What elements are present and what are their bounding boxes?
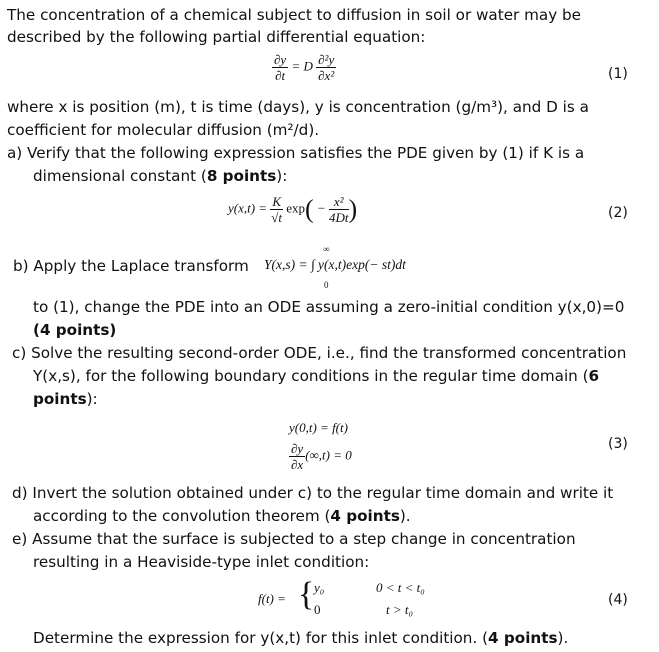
eq4-case-2-condition: t > t₀: [386, 602, 414, 617]
part-c-line-3: [33, 389, 98, 409]
laplace-transform: Y(x,s) = ∫ y(x,t)exp(− st)dt: [264, 257, 406, 272]
final-points: 4 points: [488, 629, 558, 647]
part-b-line-1: b) Apply the Laplace transform: [13, 257, 249, 275]
where-line-1: where x is position (m), t is time (days), y is concentration (g/m³), and D is a: [7, 98, 589, 116]
where-line-2: coefficient for molecular diffusion (m²/d).: [7, 121, 320, 139]
equation-number-4: (4): [608, 592, 628, 608]
part-a-end: ):: [276, 167, 288, 185]
part-c-points-label: points: [33, 390, 87, 408]
eq1-rhs-numerator: ∂²y: [318, 52, 335, 67]
part-a-text: dimensional constant (: [33, 167, 207, 185]
bc2-value: (∞,t) = 0: [305, 447, 352, 463]
part-b-line-2: to (1), change the PDE into an ODE assuming a zero-initial condition y(x,0)=0: [33, 298, 625, 316]
integral-lower-limit: 0: [324, 280, 329, 290]
bc2-denominator: ∂x: [291, 457, 304, 472]
part-d-line-2: [33, 506, 411, 526]
eq4-case-2-value: 0: [314, 602, 321, 617]
part-e-line-2: resulting in a Heaviside-type inlet condition:: [33, 553, 370, 571]
eq2-x-squared: x²: [329, 194, 349, 210]
part-c-text: Y(x,s), for the following boundary conditions in the regular time domain (: [33, 367, 589, 385]
equation-2: y(x,t) = $\frac{K}{√t}$ exp( − $\frac{\text{x²}}{4Dt}$ ): [228, 194, 358, 225]
eq4-brace: {: [298, 576, 315, 613]
eq4-case-1-condition: 0 < t < t₀: [376, 580, 425, 595]
eq4-lhs: f(t) =: [258, 591, 286, 606]
eq2-k: K: [272, 194, 282, 209]
boundary-condition-1: y(0,t) = f(t): [289, 420, 348, 435]
intro-line-2: described by the following partial differential equation:: [7, 28, 426, 46]
eq2-exp: exp: [286, 200, 306, 216]
final-line: [33, 628, 568, 648]
integral-upper-limit: ∞: [323, 244, 330, 254]
eq1-equals-d: = D: [291, 58, 313, 74]
part-a-line-2: [33, 166, 287, 186]
eq1-lhs-numerator: ∂y: [274, 52, 287, 67]
eq1-lhs-denominator: ∂t: [275, 68, 286, 83]
part-d-points: 4 points: [330, 507, 400, 525]
equation-1: [272, 52, 336, 83]
part-d-text: according to the convolution theorem (: [33, 507, 331, 525]
equation-number-3: (3): [608, 436, 628, 452]
part-d-end: ).: [399, 507, 411, 525]
eq2-lhs: y(x,t) =: [228, 200, 268, 216]
eq2-minus: −: [316, 200, 326, 216]
eq1-rhs-denominator: ∂x²: [318, 68, 335, 83]
intro-line-1: The concentration of a chemical subject to diffusion in soil or water may be: [7, 6, 582, 24]
part-c-line-1: c) Solve the resulting second-order ODE, i.e., find the transformed concentration: [12, 344, 627, 362]
eq4-case-1-value: y₀: [314, 580, 325, 595]
final-text: Determine the expression for y(x,t) for this inlet condition. (: [33, 629, 489, 647]
part-d-line-1: d) Invert the solution obtained under c) to the regular time domain and write it: [12, 484, 614, 502]
eq2-4dt: 4Dt: [329, 210, 349, 225]
bc2-numerator: ∂y: [291, 441, 304, 456]
part-a-points: 8 points: [206, 167, 277, 185]
part-b-points: (4 points): [33, 321, 117, 339]
final-end: ).: [557, 629, 569, 647]
boundary-condition-2: [289, 441, 352, 472]
part-c-end: ):: [86, 390, 98, 408]
part-c-points-num: 6: [588, 367, 600, 385]
part-a-line-1: a) Verify that the following expression satisfies the PDE given by (1) if K is a: [7, 144, 585, 162]
equation-number-1: (1): [608, 66, 628, 82]
eq2-sqrt-t: √t: [271, 210, 283, 225]
part-c-line-2: [33, 366, 599, 386]
part-e-line-1: e) Assume that the surface is subjected to a step change in concentration: [12, 530, 576, 548]
equation-number-2: (2): [608, 205, 628, 221]
